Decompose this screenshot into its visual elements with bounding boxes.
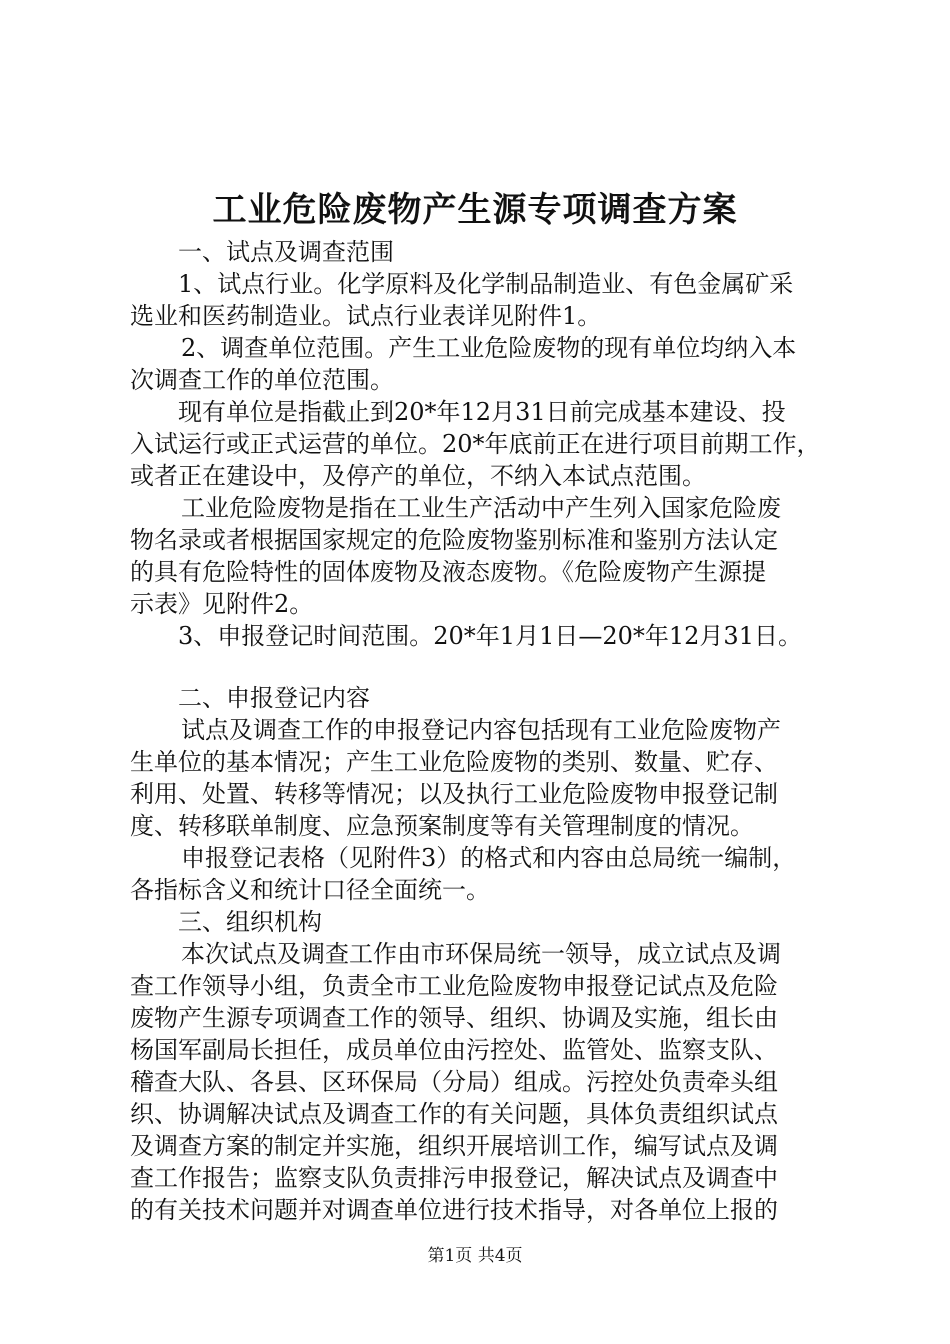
paragraph-line: 本次试点及调查工作由市环保局统一领导，成立试点及调 [181, 940, 781, 968]
page-number-footer: 第1页 共4页 [427, 1246, 523, 1266]
paragraph-line: 稽查大队、各县、区环保局（分局）组成。污控处负责牵头组 [130, 1068, 778, 1096]
document-title: 工业危险废物产生源专项调查方案 [212, 190, 738, 230]
paragraph-line: 织、协调解决试点及调查工作的有关问题，具体负责组织试点 [130, 1100, 778, 1128]
paragraph-line: 及调查方案的制定并实施，组织开展培训工作，编写试点及调 [130, 1132, 778, 1160]
section-heading: 三、组织机构 [178, 908, 322, 936]
paragraph-line: 选业和医药制造业。试点行业表详见附件1。 [130, 302, 602, 330]
paragraph-line: 物名录或者根据国家规定的危险废物鉴别标准和鉴别方法认定 [130, 526, 778, 554]
paragraph-line: 申报登记表格（见附件3）的格式和内容由总局统一编制， [181, 844, 797, 872]
paragraph-line: 查工作报告；监察支队负责排污申报登记，解决试点及调查中 [130, 1164, 778, 1192]
paragraph-line: 入试运行或正式运营的单位。20*年底前正在进行项目前期工作， [130, 430, 821, 458]
paragraph-line: 试点及调查工作的申报登记内容包括现有工业危险废物产 [181, 716, 781, 744]
paragraph-line: 示表》见附件2。 [130, 590, 314, 618]
paragraph-line: 废物产生源专项调查工作的领导、组织、协调及实施，组长由 [130, 1004, 778, 1032]
paragraph-line: 杨国军副局长担任，成员单位由污控处、监管处、监察支队、 [130, 1036, 778, 1064]
paragraph-line: 或者正在建设中，及停产的单位，不纳入本试点范围。 [130, 462, 706, 490]
paragraph-line: 各指标含义和统计口径全面统一。 [130, 876, 490, 904]
spacer [130, 652, 830, 682]
paragraph-line: 2、调查单位范围。产生工业危险废物的现有单位均纳入本 [181, 334, 797, 362]
paragraph-line: 工业危险废物是指在工业生产活动中产生列入国家危险废 [181, 494, 781, 522]
document-body [130, 236, 830, 1226]
section-heading: 一、试点及调查范围 [178, 238, 394, 266]
paragraph-line: 1、试点行业。化学原料及化学制品制造业、有色金属矿采 [178, 270, 794, 298]
paragraph-line: 的具有危险特性的固体废物及液态废物。《危险废物产生源提 [130, 558, 766, 586]
paragraph-line: 的有关技术问题并对调查单位进行技术指导，对各单位上报的 [130, 1196, 778, 1224]
paragraph-line: 利用、处置、转移等情况；以及执行工业危险废物申报登记制 [130, 780, 778, 808]
paragraph-line: 现有单位是指截止到20*年12月31日前完成基本建设、投 [178, 398, 786, 426]
paragraph-line: 查工作领导小组，负责全市工业危险废物申报登记试点及危险 [130, 972, 778, 1000]
paragraph-line: 生单位的基本情况；产生工业危险废物的类别、数量、贮存、 [130, 748, 778, 776]
paragraph-line: 度、转移联单制度、应急预案制度等有关管理制度的情况。 [130, 812, 754, 840]
section-heading: 二、申报登记内容 [178, 684, 370, 712]
paragraph-line: 3、申报登记时间范围。20*年1月1日—20*年12月31日。 [178, 622, 802, 650]
paragraph-line: 次调查工作的单位范围。 [130, 366, 394, 394]
